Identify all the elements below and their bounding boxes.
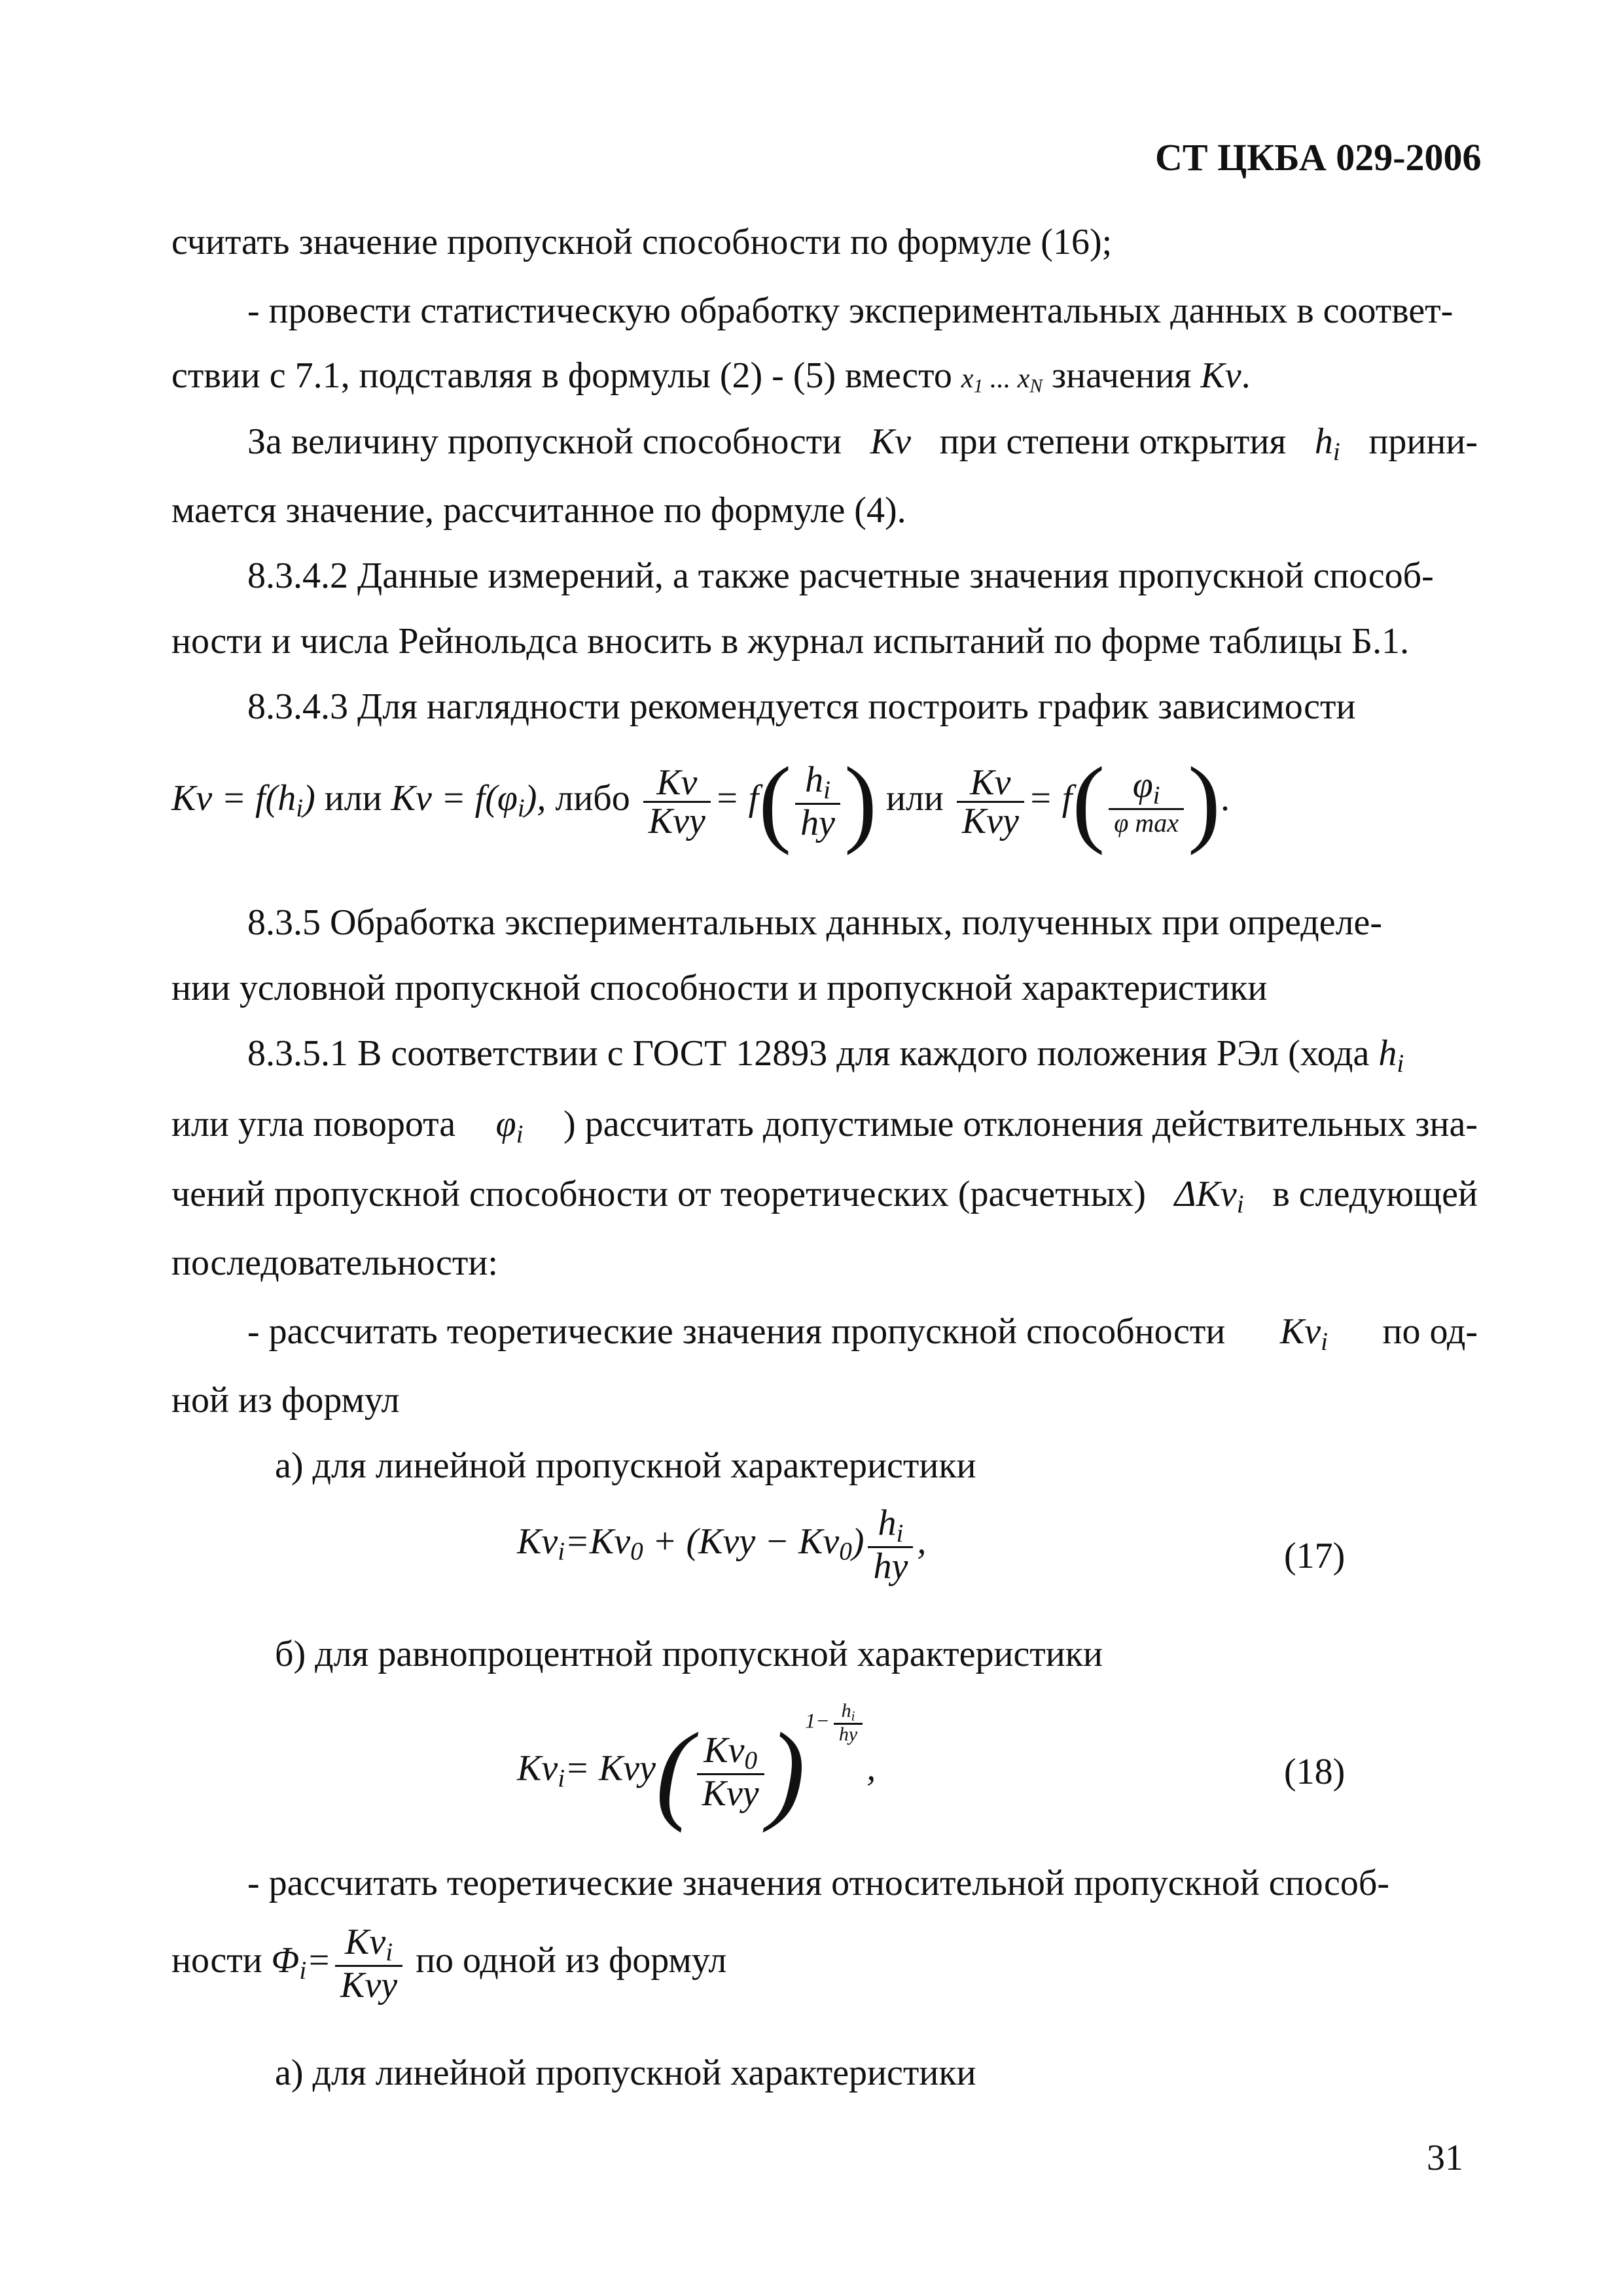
text-line: а) для линейной пропускной характеристики	[275, 2053, 976, 2093]
text-line: 8.3.5.1 В соответствии с ГОСТ 12893 для каждого положения РЭл (хода $h_i$	[247, 1033, 1404, 1078]
text-line: нии условной пропускной способности и пропускной характеристики	[171, 968, 1268, 1008]
formula-18: $Kv_i= Kvy$( $\frac{Kv_0}{\text{Kvy}}$ )1− $\frac{h_i}{hy}$ ,	[517, 1700, 876, 1833]
formula-17: $Kv_i=Kv_0 + (Kvy - Kv_0)$ $\frac{h_i}{hy}$ ,	[517, 1503, 927, 1587]
text-line: За величину пропускной способности Kv при степени открытия $h_i$ прини-	[247, 421, 1478, 466]
page-number: 31	[1427, 2138, 1463, 2178]
text-line: 8.3.4.3 Для наглядности рекомендуется построить график зависимости	[247, 686, 1356, 727]
fraction: $\frac{Kv_i}{\text{Kvy}}$	[335, 1924, 402, 2004]
equation-number: (18)	[1284, 1752, 1346, 1792]
text-line: ности и числа Рейнольдса вносить в журнал испытаний по форме таблицы Б.1.	[171, 621, 1410, 662]
text-line: - провести статистическую обработку экспериментальных данных в соответ-	[247, 291, 1454, 331]
formula-dependence: $Kv = f(h_i)$ или $Kv = f(\varphi_i)$, либо $\frac{Kv}{\text{Kvy}}$ = f( $\frac{h_i}{hy}$ ) или $\frac{Kv}{\text{Kvy}}$ = f( $\frac{\varphi_i}{\text{φ max}}$ ).	[171, 747, 1230, 856]
text-line: последовательности:	[171, 1243, 498, 1283]
fraction: $\frac{h_i}{hy}$	[868, 1505, 913, 1585]
equation-number: (17)	[1284, 1536, 1346, 1576]
text-line: или угла поворота $\varphi_i$ ) рассчитать допустимые отклонения действительных зна-	[171, 1104, 1478, 1148]
text-line: - рассчитать теоретические значения относительной пропускной способ-	[247, 1863, 1389, 1903]
fraction: $\frac{h_i}{hy}$	[795, 762, 840, 841]
text-line: чений пропускной способности от теоретических (расчетных) ΔKv$_i$ в следующей	[171, 1174, 1478, 1218]
fraction: $\frac{Kv_0}{\text{Kvy}}$	[697, 1732, 764, 1812]
fraction: $\frac{\varphi_i}{\text{φ max}}$	[1109, 767, 1184, 836]
text-line: 8.3.4.2 Данные измерений, а также расчетные значения пропускной способ-	[247, 556, 1434, 596]
text-line: считать значение пропускной способности по формуле (16);	[171, 222, 1113, 262]
text-line: ной из формул	[171, 1380, 400, 1421]
text-line: а) для линейной пропускной характеристики	[275, 1445, 976, 1486]
text-line: - рассчитать теоретические значения пропускной способности $Kv_i$ по од-	[247, 1311, 1478, 1356]
document-code-header: СТ ЦКБА 029-2006	[1155, 136, 1482, 179]
text-line: ствии с 7.1, подставляя в формулы (2) - (5) вместо $x_1$ ... $x_N$ значения Kv.	[171, 355, 1251, 397]
exponent: 1− $\frac{h_i}{hy}$	[805, 1701, 866, 1744]
text-line: б) для равнопроцентной пропускной характеристики	[275, 1634, 1103, 1674]
text-line: ности $\Phi_i=$ $\frac{Kv_i}{\text{Kvy}}$ по одной из формул	[171, 1922, 727, 2005]
text-line: мается значение, рассчитанное по формуле (4).	[171, 490, 906, 531]
fraction: $\frac{Kv}{\text{Kvy}}$	[643, 764, 711, 839]
formula-phi: $\Phi_i=$ $\frac{Kv_i}{\text{Kvy}}$	[272, 1940, 406, 1981]
fraction: $\frac{Kv}{\text{Kvy}}$	[957, 764, 1024, 839]
text-line: 8.3.5 Обработка экспериментальных данных, полученных при определе-	[247, 902, 1383, 943]
